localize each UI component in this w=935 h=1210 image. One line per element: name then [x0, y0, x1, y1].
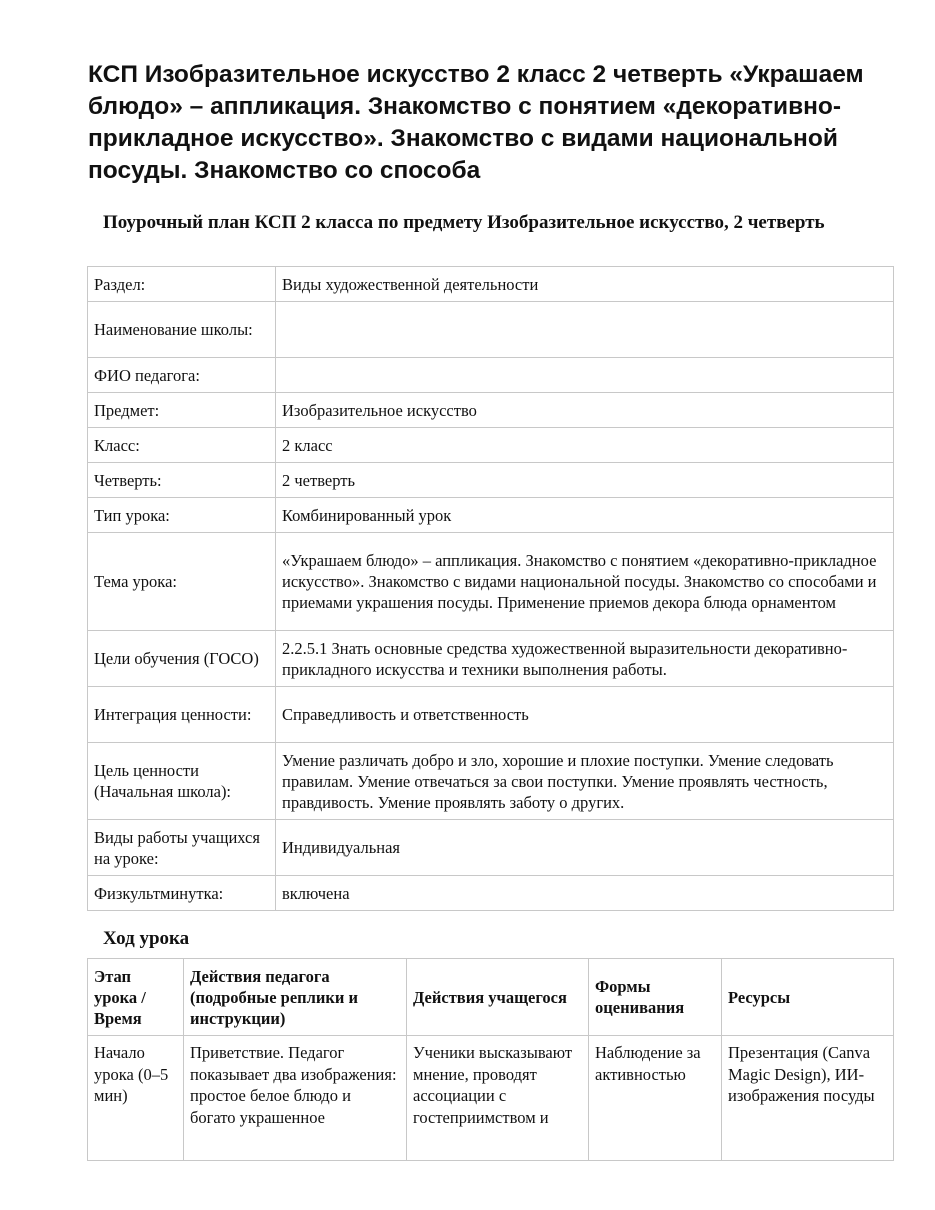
info-row-subject — [88, 393, 894, 428]
column-header-stage: Этап урока / Время — [88, 959, 184, 1036]
assessment-cell: Наблюдение за активностью — [589, 1036, 722, 1161]
info-label: Цель ценности (Начальная школа): — [88, 743, 276, 820]
resources-cell: Презентация (Canva Magic Design), ИИ-изображения посуды — [722, 1036, 894, 1161]
info-row-teacher — [88, 358, 894, 393]
info-row-quarter — [88, 463, 894, 498]
info-value: 2 класс — [276, 428, 894, 463]
info-value: Изобразительное искусство — [276, 393, 894, 428]
info-row-grade — [88, 428, 894, 463]
info-row-lesson-topic — [88, 533, 894, 631]
lesson-header-row — [88, 959, 894, 1036]
info-label: Тип урока: — [88, 498, 276, 533]
info-label: Интеграция ценности: — [88, 687, 276, 743]
info-row-learning-goals — [88, 631, 894, 687]
document-title: КСП Изобразительное искусство 2 класс 2 четверть «Украшаем блюдо» – аппликация. Знакомство с понятием «декоративно-прикладное искусство». Знакомство с видами национальной посуды. Знакомство со способа — [88, 61, 864, 184]
info-label: Виды работы учащихся на уроке: — [88, 820, 276, 876]
info-label: Цели обучения (ГОСО) — [88, 631, 276, 687]
column-header-assessment: Формы оценивания — [589, 959, 722, 1036]
info-value: Справедливость и ответственность — [276, 687, 894, 743]
column-header-resources: Ресурсы — [722, 959, 894, 1036]
info-value: Умение различать добро и зло, хорошие и плохие поступки. Умение следовать правилам. Умение отвечаться за свои поступки. Умение проявлять честность, правдивость. Умение проявлять заботу о других. — [276, 743, 894, 820]
info-value — [276, 358, 894, 393]
info-label: Тема урока: — [88, 533, 276, 631]
info-value: Индивидуальная — [276, 820, 894, 876]
table-row — [88, 1036, 894, 1161]
column-header-teacher-actions: Действия педагога (подробные реплики и инструкции) — [184, 959, 407, 1036]
student-actions-cell: Ученики высказывают мнение, проводят ассоциации с гостеприимством и — [407, 1036, 589, 1161]
info-label: Физкультминутка: — [88, 876, 276, 911]
info-value: Виды художественной деятельности — [276, 267, 894, 302]
info-row-value-goal — [88, 743, 894, 820]
teacher-actions-cell: Приветствие. Педагог показывает два изображения: простое белое блюдо и богато украшенное — [184, 1036, 407, 1161]
info-label: Четверть: — [88, 463, 276, 498]
info-label: ФИО педагога: — [88, 358, 276, 393]
info-value — [276, 302, 894, 358]
lesson-progress-heading: Ход урока — [103, 928, 190, 949]
lesson-info-table — [87, 266, 894, 911]
plan-heading: Поурочный план КСП 2 класса по предмету Изобразительное искусство, 2 четверть — [103, 212, 825, 233]
info-label: Предмет: — [88, 393, 276, 428]
info-row-school — [88, 302, 894, 358]
info-row-lesson-type — [88, 498, 894, 533]
info-label: Наименование школы: — [88, 302, 276, 358]
info-label: Класс: — [88, 428, 276, 463]
column-header-student-actions: Действия учащегося — [407, 959, 589, 1036]
info-value: включена — [276, 876, 894, 911]
info-row-values-integration — [88, 687, 894, 743]
info-value: Комбинированный урок — [276, 498, 894, 533]
lesson-stage-cell: Начало урока (0–5 мин) — [88, 1036, 184, 1161]
info-label: Раздел: — [88, 267, 276, 302]
info-value: «Украшаем блюдо» – аппликация. Знакомство с понятием «декоративно-прикладное искусство». Знакомство с видами национальной посуды. Знакомство со способами и приемами украшения посуды. Применение приемов декора блюда орнаментом — [276, 533, 894, 631]
info-value: 2 четверть — [276, 463, 894, 498]
info-row-section — [88, 267, 894, 302]
info-row-physical-break — [88, 876, 894, 911]
info-value: 2.2.5.1 Знать основные средства художественной выразительности декоративно-прикладного искусства и техники выполнения работы. — [276, 631, 894, 687]
lesson-progress-table — [87, 958, 894, 1161]
info-row-work-types — [88, 820, 894, 876]
